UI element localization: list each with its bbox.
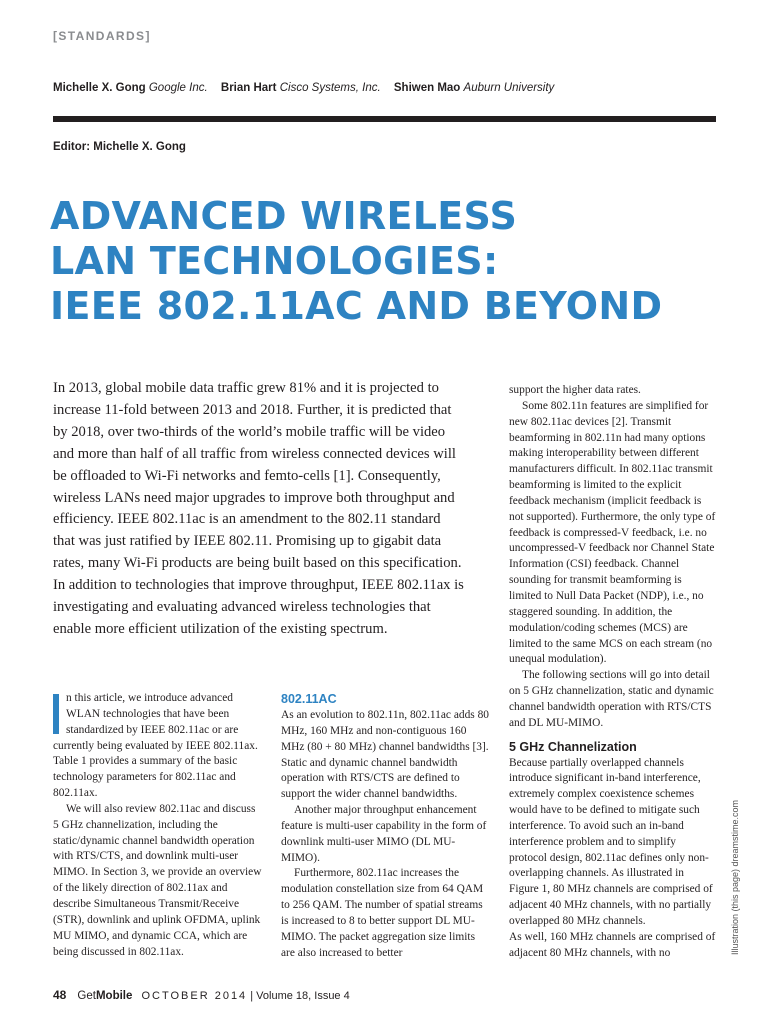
author-1: [53, 82, 208, 94]
magazine-name-prefix: Get: [77, 990, 96, 1002]
body-paragraph: Furthermore, 802.11ac increases the modulation constellation size from 64 QAM to 256 QAM. The number of spatial streams is increased to 8 to better support DL MU-MIMO. The packet aggregation size limits are also increased to better: [281, 867, 484, 959]
lead-paragraph: In 2013, global mobile data traffic grew 81% and it is projected to increase 11-fold between 2013 and 2018. Further, it is predicted that by 2018, over two-thirds of the world’s mobile traffic will be video and more than half of all traffic from wireless connected devices will be offloaded to Wi-Fi networks and femto-cells [1]. Consequently, wireless LANs need major upgrades to improve both throughput and efficiency. IEEE 802.11ac is an amendment to the 802.11 standard that was just ratified by IEEE 802.11. Promising up to gigabit data rates, many Wi-Fi products are being built based on this specification. In addition to technologies that improve throughput, IEEE 802.11ax is investigating and evaluating advanced wireless technologies that enable more efficient utilization of the existing spectrum.: [53, 380, 464, 637]
article-title: [50, 194, 750, 329]
author-name: Michelle X. Gong: [53, 82, 146, 94]
body-paragraph: As an evolution to 802.11n, 802.11ac adds 80 MHz, 160 MHz and non-contiguous 160 MHz (80 + 80 MHz) channel bandwidths [3]. Static and dynamic channel bandwidth operation with RTS/CTS are defined to support the wider channel bandwidths.: [281, 709, 489, 801]
intro-paragraph: [53, 691, 263, 802]
page-number: 48: [53, 988, 67, 1002]
section-heading-5ghz: 5 GHz Channelization: [509, 739, 637, 754]
intro-text: n this article, we introduce advanced WLAN technologies that have been standardized by IEEE 802.11ac or are currently being evaluated by IEEE 802.11ax. Table 1 provides a summary of the basic technology parameters for 802.11ac and 802.11ax.: [53, 692, 258, 800]
editor-credit: Editor: Michelle X. Gong: [53, 141, 186, 153]
issue-date: OCTOBER 2014: [141, 990, 248, 1002]
body-paragraph: Because partially overlapped channels introduce significant in-band interference, extremely complex coexistence schemes would have to be defined to mitigate such interference. To avoid such an in-band interference problem and to simplify protocol design, 802.11ac defines only non-overlapping channels. As illustrated in Figure 1, 80 MHz channels are comprised of adjacent 40 MHz channels, with no partially overlapped 80 MHz channels.: [509, 756, 713, 927]
section-heading-80211ac: 802.11AC: [281, 692, 337, 706]
author-affiliation: Cisco Systems, Inc.: [279, 82, 381, 94]
body-paragraph: support the higher data rates.: [509, 384, 641, 396]
title-line-3: IEEE 802.11AC AND BEYOND: [50, 284, 663, 328]
column-2: [281, 708, 491, 962]
body-paragraph: As well, 160 MHz channels are comprised of adjacent 80 MHz channels, with no: [509, 930, 716, 959]
author-affiliation: Auburn University: [463, 82, 555, 94]
body-paragraph: Some 802.11n features are simplified for new 802.11ac devices [2]. Transmit beamforming in 802.11n had many options making interoperability between different manufacturers difficult. In 802.11ac transmit beamforming is limited to the explicit feedback mechanism (implicit feedback is not supported). Furthermore, the only type of feedback is compressed-V feedback, i.e. no uncompressed-V feedback nor Channel State Information (CSI) feedback. Channel sounding for transmit beamforming is limited to Null Data Packet (NDP), i.e., no staggered sounding. In addition, the modulation/coding schemes (MCS) are limited to the same MCS on each stream (no unequal modulation).: [509, 399, 716, 666]
header-rule: [53, 116, 716, 122]
body-paragraph: We will also review 802.11ac and discuss 5 GHz channelization, including the static/dynamic channel bandwidth operation with RTS/CTS, and downlink multi-user MIMO. In Section 3, we provide an overview of the likely direction of 802.11ax and describe Simultaneous Transmit/Receive (STR), downlink and uplink OFDMA, uplink MU MIMO, and dynamic CCA, which are being discussed in 802.11ax.: [53, 802, 262, 958]
magazine-name-bold: Mobile: [95, 990, 133, 1002]
dropcap-letter: [53, 694, 59, 734]
author-name: Brian Hart: [220, 82, 277, 94]
author-3: [394, 82, 554, 94]
column-1: [53, 691, 263, 960]
column-3: [509, 383, 716, 962]
page-footer: [53, 988, 350, 1002]
title-line-2: LAN TECHNOLOGIES:: [50, 239, 499, 283]
section-tag: [STANDARDS]: [53, 29, 151, 43]
author-affiliation: Google Inc.: [148, 82, 208, 94]
author-name: Shiwen Mao: [393, 82, 461, 94]
illustration-credit: Illustration (this page) dreamstime.com: [730, 799, 740, 955]
body-paragraph: Another major throughput enhancement feature is multi-user capability in the form of downlink multi-user MIMO (DL MU-MIMO).: [281, 804, 487, 864]
author-line: [53, 82, 733, 94]
title-line-1: ADVANCED WIRELESS: [50, 194, 518, 238]
body-paragraph: The following sections will go into detail on 5 GHz channelization, static and dynamic channel bandwidth operation with RTS/CTS and DL MU-MIMO.: [509, 669, 714, 729]
issue-volume: | Volume 18, Issue 4: [250, 990, 350, 1002]
magazine-name: [77, 990, 132, 1002]
author-2: [221, 82, 381, 94]
